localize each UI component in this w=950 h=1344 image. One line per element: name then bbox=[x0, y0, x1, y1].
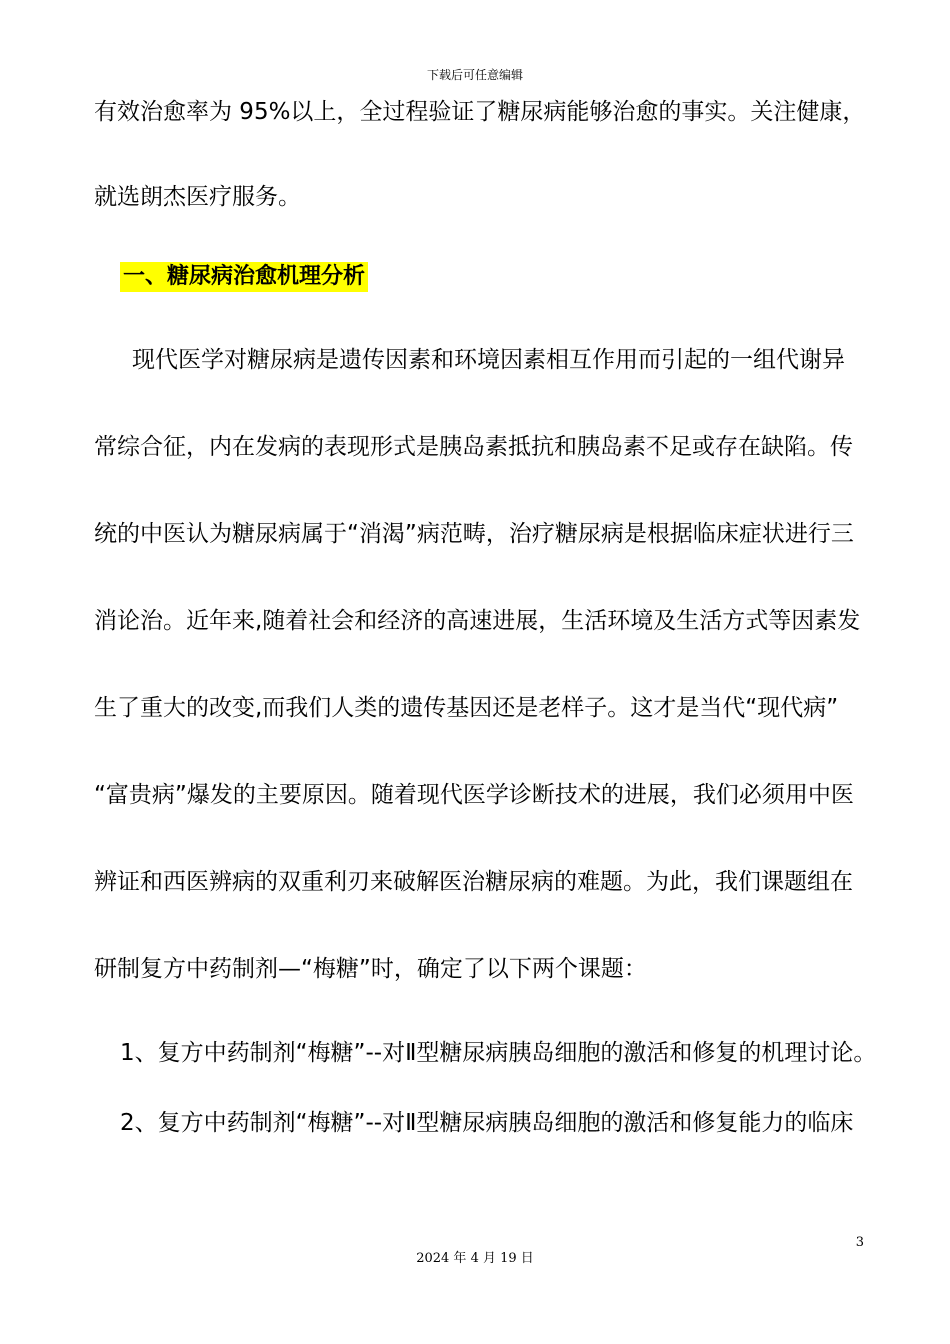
paragraph-line-2: 常综合征，内在发病的表现形式是胰岛素抵抗和胰岛素不足或存在缺陷。传 bbox=[94, 434, 853, 460]
paragraph-line-1: 现代医学对糖尿病是遗传因素和环境因素相互作用而引起的一组代谢异 bbox=[132, 347, 845, 373]
paragraph-line-3: 统的中医认为糖尿病属于“消渴”病范畴，治疗糖尿病是根据临床症状进行三 bbox=[94, 521, 854, 547]
section-heading: 一、糖尿病治愈机理分析 bbox=[120, 262, 368, 292]
page-footer-date: 2024 年 4 月 19 日 bbox=[416, 1251, 534, 1266]
page-number: 3 bbox=[855, 1235, 864, 1250]
paragraph-line-7: 辨证和西医辨病的双重利刃来破解医治糖尿病的难题。为此，我们课题组在 bbox=[94, 869, 853, 895]
paragraph-line-6: “富贵病”爆发的主要原因。随着现代医学诊断技术的进展，我们必须用中医 bbox=[94, 782, 854, 808]
intro-line-2: 就选朗杰医疗服务。 bbox=[94, 184, 301, 210]
list-item-1: 1、复方中药制剂“梅糖”--对Ⅱ型糖尿病胰岛细胞的激活和修复的机理讨论。 bbox=[120, 1040, 877, 1066]
intro-line-1: 有效治愈率为 95%以上，全过程验证了糖尿病能够治愈的事实。关注健康， bbox=[94, 99, 866, 125]
page-header: 下载后可任意编辑 bbox=[426, 68, 523, 82]
list-item-2: 2、复方中药制剂“梅糖”--对Ⅱ型糖尿病胰岛细胞的激活和修复能力的临床 bbox=[120, 1110, 854, 1136]
paragraph-line-8: 研制复方中药制剂—“梅糖”时，确定了以下两个课题： bbox=[94, 956, 647, 982]
paragraph-line-5: 生了重大的改变,而我们人类的遗传基因还是老样子。这才是当代“现代病” bbox=[94, 695, 839, 721]
paragraph-line-4: 消论治。近年来,随着社会和经济的高速进展，生活环境及生活方式等因素发 bbox=[94, 608, 861, 634]
